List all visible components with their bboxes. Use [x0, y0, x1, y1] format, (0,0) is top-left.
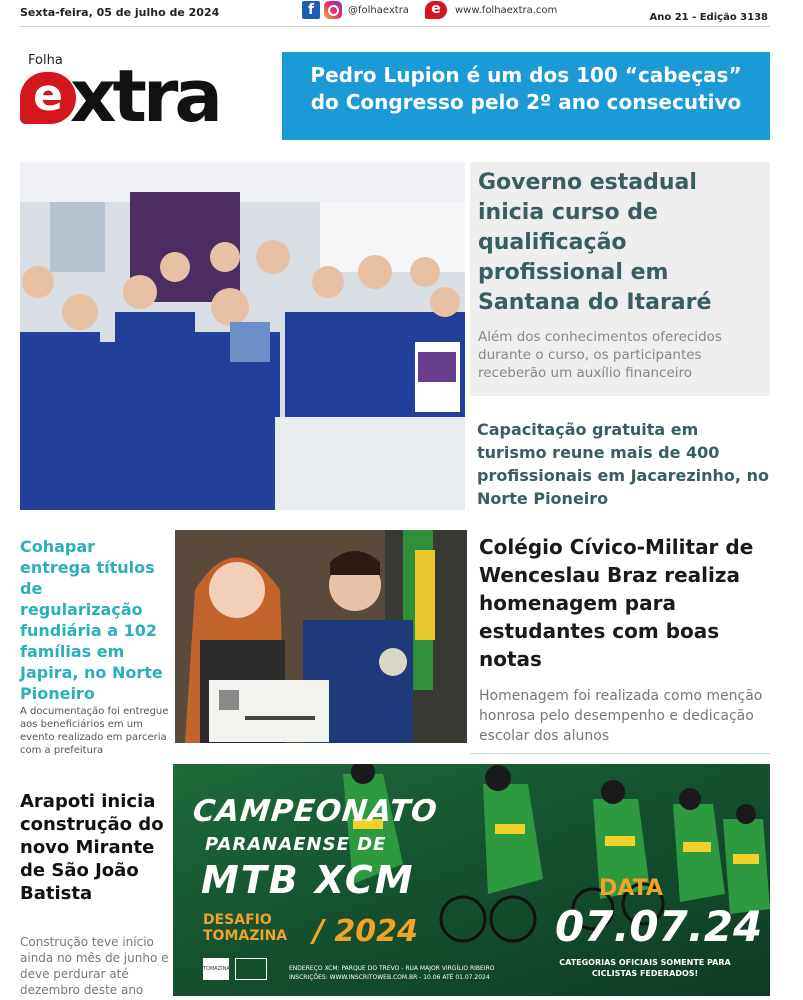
ad-event-tomazina: TOMAZINA: [203, 928, 288, 944]
logo-folha-text: Folha: [28, 53, 63, 68]
ad-address-info: [289, 964, 494, 982]
ad-date: 07.07.24: [555, 902, 763, 951]
ad-categories-note: CATEGORIAS OFICIAIS SOMENTE PARA CICLISTAS FEDERADOS!: [559, 958, 731, 978]
edition-number: Ano 21 - Edição 3138: [649, 12, 768, 23]
ad-title-line1: CAMPEONATO: [191, 794, 440, 829]
story1-photo[interactable]: [20, 162, 465, 510]
section-divider: [470, 753, 770, 754]
folha-extra-logo[interactable]: [20, 50, 255, 138]
ad-event-name: [203, 912, 287, 944]
ad-title-line2: PARANAENSE DE: [205, 834, 387, 855]
instagram-icon[interactable]: [324, 1, 342, 19]
ad-event-desafio: DESAFIO: [203, 912, 272, 928]
facebook-icon[interactable]: f: [302, 1, 320, 19]
website-url[interactable]: www.folhaextra.com: [455, 4, 558, 16]
extra-e-icon: e: [425, 1, 447, 19]
issue-date: Sexta-feira, 05 de julho de 2024: [20, 6, 220, 19]
tomazina-logo: TOMAZINA: [203, 958, 229, 980]
story5-headline[interactable]: Arapoti inicia construção do novo Mirante de São João Batista: [20, 791, 164, 904]
top-bar: [20, 0, 770, 26]
header-divider: [20, 26, 770, 27]
group-photo-course: [20, 162, 465, 510]
website-link: [425, 1, 557, 19]
ad-date-label: DATA: [599, 876, 663, 901]
story2-headline[interactable]: Capacitação gratuita em turismo reune mais de 400 profissionais em Jacarezinho, no Norte Pioneiro: [477, 420, 769, 508]
social-handle[interactable]: @folhaextra: [348, 4, 409, 16]
story4-headline[interactable]: Colégio Cívico-Militar de Wenceslau Braz realiza homenagem para estudantes com boas notas: [479, 535, 754, 671]
logo-e-mark: e: [20, 72, 76, 124]
social-links: [302, 1, 409, 19]
story4-photo[interactable]: [175, 530, 467, 743]
story1-summary: Além dos conhecimentos oferecidos durante o curso, os participantes receberão um auxílio financeiro: [478, 329, 722, 381]
student-award-photo: [175, 530, 467, 743]
story3-summary: A documentação foi entregue aos beneficiários em um evento realizado em parceria com a prefeitura: [20, 706, 169, 756]
ad-sponsor-logos: [203, 958, 273, 980]
story1-card[interactable]: [470, 162, 770, 396]
ad-year: / 2024: [313, 914, 418, 949]
federation-logo: [235, 958, 267, 980]
ad-address: ENDEREÇO XCM: PARQUE DO TREVO - RUA MAJOR VIRGÍLIO RIBEIRO: [289, 965, 495, 972]
top-headline[interactable]: Pedro Lupion é um dos 100 “cabeças” do Congresso pelo 2º ano consecutivo: [282, 52, 770, 140]
ad-title-line3: MTB XCM: [201, 858, 415, 902]
story3-headline[interactable]: Cohapar entrega títulos de regularização fundiária a 102 famílias em Japira, no Norte Pioneiro: [20, 537, 163, 703]
story1-headline[interactable]: Governo estadual inicia curso de qualificação profissional em Santana do Itararé: [478, 170, 712, 315]
story4-summary: Homenagem foi realizada como menção honrosa pelo desempenho e dedicação escolar dos alunos: [479, 688, 763, 744]
mtb-championship-ad[interactable]: [173, 764, 770, 996]
story5-summary: Construção teve início ainda no mês de junho e deve perdurar até dezembro deste ano: [20, 935, 169, 997]
ad-registration: INSCRIÇÕES: WWW.INSCRITOWEB.COM.BR - 10.06 ATÉ 01.07.2024: [289, 974, 490, 981]
logo-xtra-text: xtra: [70, 54, 219, 138]
